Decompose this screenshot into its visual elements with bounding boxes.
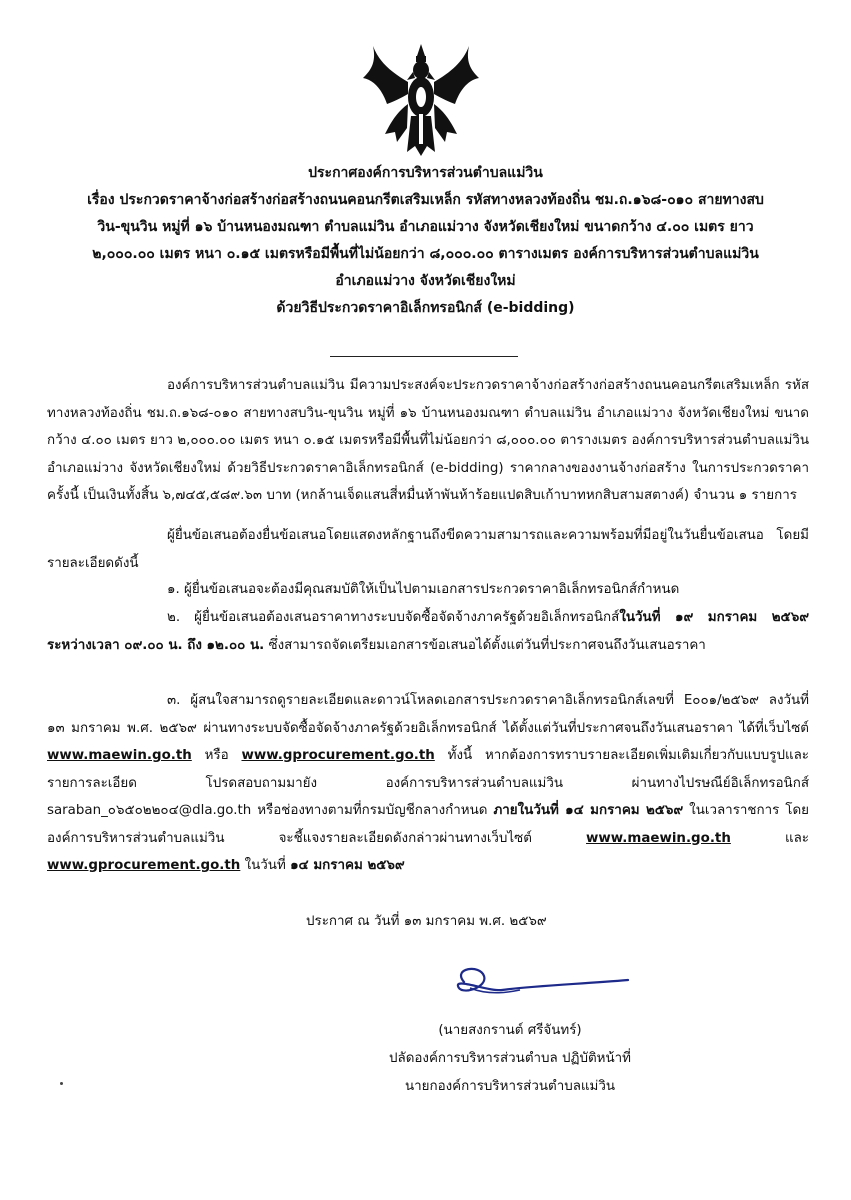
condition-item-3 bbox=[47, 687, 809, 880]
link-gprocurement[interactable]: www.gprocurement.go.th bbox=[241, 748, 435, 763]
subject-line: ๒,๐๐๐.๐๐ เมตร หนา ๐.๑๕ เมตรหรือมีพื้นที่ไม่น้อยกว่า ๘,๐๐๐.๐๐ ตารางเมตร องค์การบริหารส่วนตำบลแม่วิน bbox=[92, 246, 759, 262]
handwritten-signature-icon bbox=[450, 962, 630, 1004]
link-maewin[interactable]: www.maewin.go.th bbox=[47, 748, 192, 763]
divider bbox=[330, 356, 518, 357]
and-text: และ bbox=[730, 830, 809, 846]
garuda-emblem-icon bbox=[361, 42, 481, 157]
item3-text: ๓. ผู้สนใจสามารถดูรายละเอียดและดาวน์โหลดเอกสารประกวดราคาอิเล็กทรอนิกส์เลขที่ E๐๐๑/๒๕๖๙ ลงวันที่ ๑๓ มกราคม พ.ศ. ๒๕๖๙ ผ่านทางระบบจัดซื้อจัดจ้างภาครัฐด้วยอิเล็กทรอนิกส์ ได้ตั้งแต่วันที่ประกาศจนถึงวันเสนอราคา ได้ที่เว็บไซต์ bbox=[47, 693, 809, 736]
link-maewin-2[interactable]: www.maewin.go.th bbox=[586, 830, 731, 846]
item2-text: ๒. ผู้ยื่นข้อเสนอต้องเสนอราคาทางระบบจัดซื้อจัดจ้างภาครัฐด้วยอิเล็กทรอนิกส์ bbox=[167, 610, 620, 625]
item3-text-4: ในวันที่ bbox=[240, 858, 291, 873]
announcement-subject bbox=[48, 187, 803, 322]
bid-date-time: ในวันที่ ๑๙ มกราคม ๒๕๖๙ ระหว่างเวลา ๐๙.๐๐ น. ถึง ๑๒.๐๐ น. bbox=[47, 610, 809, 653]
link-gprocurement-2[interactable]: www.gprocurement.go.th bbox=[47, 858, 241, 873]
item3-text-2: ทั้งนี้ หากต้องการทราบรายละเอียดเพิ่มเติมเกี่ยวกับแบบรูปและรายการละเอียด โปรดสอบถามมายัง องค์การบริหารส่วนตำบลแม่วิน ผ่านทางไปรษณีย์อิเล็กทรอนิกส์ saraban_๐๖๕๐๒๒๐๔@dla.go.th หรือช่องทางตามที่กรมบัญชีกลางกำหนด bbox=[47, 748, 809, 818]
condition-item-1: ๑. ผู้ยื่นข้อเสนอจะต้องมีคุณสมบัติให้เป็นไปตามเอกสารประกวดราคาอิเล็กทรอนิกส์กำหนด bbox=[167, 582, 680, 597]
subject-line: ด้วยวิธีประกวดราคาอิเล็กทรอนิกส์ (e-bidding) bbox=[276, 300, 575, 316]
announcement-date: ประกาศ ณ วันที่ ๑๓ มกราคม พ.ศ. ๒๕๖๙ bbox=[306, 914, 547, 929]
inquiry-deadline: ภายในวันที่ ๑๔ มกราคม ๒๕๖๙ bbox=[493, 803, 684, 818]
subject-line: วิน-ขุนวิน หมู่ที่ ๑๖ บ้านหนองมณฑา ตำบลแม่วิน อำเภอแม่วาง จังหวัดเชียงใหม่ ขนาดกว้าง ๔.๐๐ เมตร ยาว bbox=[97, 219, 754, 235]
item2-text-end: ซึ่งสามารถจัดเตรียมเอกสารข้อเสนอได้ตั้งแต่วันที่ประกาศจนถึงวันเสนอราคา bbox=[264, 637, 706, 653]
item3-text-3: ในเวลาราชการ โดยองค์การบริหารส่วนตำบลแม่วิน จะชี้แจงรายละเอียดดังกล่าวผ่านทางเว็บไซต์ bbox=[47, 803, 810, 846]
intro-paragraph: องค์การบริหารส่วนตำบลแม่วิน มีความประสงค์จะประกวดราคาจ้างก่อสร้างก่อสร้างถนนคอนกรีตเสริมเหล็ก รหัสทางหลวงท้องถิ่น ชม.ถ.๑๖๘-๐๑๐ สายทางสบวิน-ขุนวิน หมู่ที่ ๑๖ บ้านหนองมณฑา ตำบลแม่วิน อำเภอแม่วาง จังหวัดเชียงใหม่ ขนาดกว้าง ๔.๐๐ เมตร ยาว ๒,๐๐๐.๐๐ เมตร หนา ๐.๑๕ เมตรหรือมีพื้นที่ไม่น้อยกว่า ๘,๐๐๐.๐๐ ตารางเมตร องค์การบริหารส่วนตำบลแม่วิน อำเภอแม่วาง จังหวัดเชียงใหม่ ด้วยวิธีประกวดราคาอิเล็กทรอนิกส์ (e-bidding) ราคากลางของงานจ้างก่อสร้าง ในการประกวดราคาครั้งนี้ เป็นเงินทั้งสิ้น ๖,๗๔๕,๕๘๙.๖๓ บาท (หกล้านเจ็ดแสนสี่หมื่นห้าพันห้าร้อยแปดสิบเก้าบาทหกสิบสามสตางค์) จำนวน ๑ รายการ bbox=[47, 378, 809, 503]
signer-role: นายกองค์การบริหารส่วนตำบลแม่วิน bbox=[404, 1079, 616, 1094]
scan-speck bbox=[60, 1082, 63, 1085]
signer-position: ปลัดองค์การบริหารส่วนตำบล ปฏิบัติหน้าที่ bbox=[388, 1051, 632, 1066]
conditions-paragraph: ผู้ยื่นข้อเสนอต้องยื่นข้อเสนอโดยแสดงหลักฐานถึงขีดความสามารถและความพร้อมที่มีอยู่ในวันยื่นข้อเสนอ โดยมีรายละเอียดดังนี้ bbox=[47, 528, 809, 571]
or-text: หรือ bbox=[191, 748, 242, 763]
subject-line: อำเภอแม่วาง จังหวัดเชียงใหม่ bbox=[335, 273, 516, 289]
condition-item-2 bbox=[47, 604, 809, 659]
subject-line: เรื่อง ประกวดราคาจ้างก่อสร้างก่อสร้างถนนคอนกรีตเสริมเหล็ก รหัสทางหลวงท้องถิ่น ชม.ถ.๑๖๘-๐๑๐ สายทางสบ bbox=[87, 192, 764, 208]
clarification-date: ๑๔ มกราคม ๒๕๖๙ bbox=[290, 858, 405, 873]
signer-name: (นายสงกรานต์ ศรีจันทร์) bbox=[438, 1023, 582, 1038]
announcement-title: ประกาศองค์การบริหารส่วนตำบลแม่วิน bbox=[308, 165, 543, 181]
